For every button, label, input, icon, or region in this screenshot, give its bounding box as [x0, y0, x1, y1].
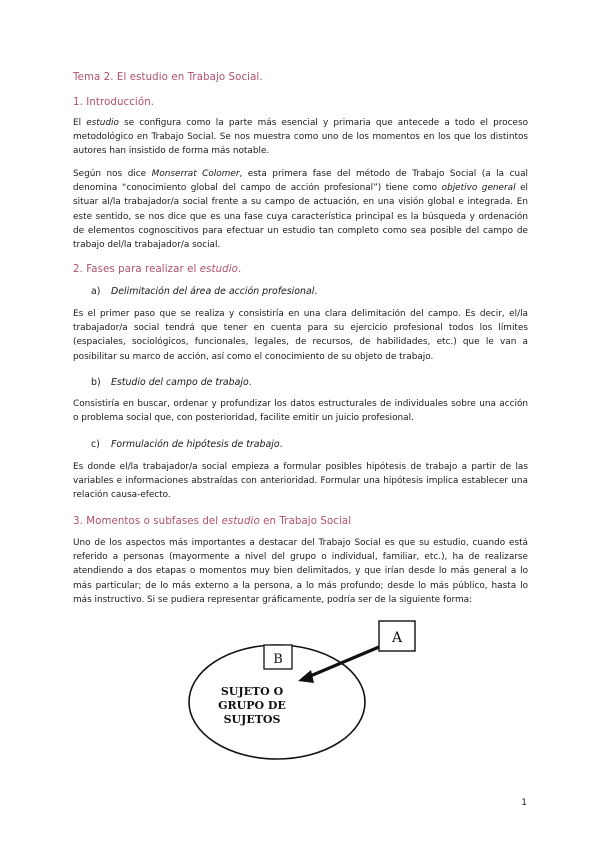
- section-2-heading: 2. Fases para realizar el estudio.: [73, 264, 242, 275]
- phase-a-heading: a) Delimitación del área de acción profesional.: [91, 286, 318, 297]
- section-1-heading: 1. Introducción.: [73, 97, 155, 108]
- circle-label-line-1: SUJETO O: [220, 685, 284, 698]
- document-title: Tema 2. El estudio en Trabajo Social.: [73, 72, 263, 83]
- phase-b-text: Consistiría en buscar, ordenar y profundizar los datos estructurales de individuales sobre una acción o problema social que, con posterioridad, facilite emitir un juicio profesional.: [73, 399, 528, 424]
- arrow-head-icon: [298, 670, 314, 683]
- section-3-text: Uno de los aspectos más importantes a destacar del Trabajo Social es que su estudio, cuando está referido a personas (mayormente a nivel del grupo o individual, familiar, etc.), ha de realizarse atendiendo a dos etapas o momentos muy bien delimitados, y que irían desde lo más general a lo más particular; de lo más externo a la persona, a lo más profundo; desde lo más público, hasta lo más instructivo. Si se pudiera representar gráficamente, podría ser de la siguiente forma:: [73, 538, 528, 605]
- box-a-label: A: [391, 630, 403, 646]
- section-3-heading: 3. Momentos o subfases del estudio en Trabajo Social: [73, 516, 352, 527]
- circle-label-line-2: GRUPO DE: [218, 699, 286, 712]
- intro-paragraph-2: Según nos dice Monserrat Colomer, esta primera fase del método de Trabajo Social (a la cual denomina “conocimiento global del campo de acción profesional”) tiene como objetivo general el situar al/la trabajador/a social frente a su campo de actuación, en una visión global e integrada. En este sentido, se nos dice que es una fase cuya característica principal es la búsqueda y ordenación de elementos cognoscitivos para efectuar un estudio tan completo como sea posible del campo de trabajo del/la trabajador/a social.: [73, 169, 529, 251]
- page-number: 1: [521, 798, 527, 808]
- phase-a-text: Es el primer paso que se realiza y consistiría en una clara delimitación del campo. Es decir, el/la trabajador/a social tendrá que tener en cuenta para su ejercicio profesional todos los límites (espaciales, sociológicos, funcionales, legales, de recursos, de habilidades, etc.) que le van a posibilitar su marco de acción, así como el conocimiento de su objeto de trabajo.: [73, 309, 528, 362]
- phase-c-text: Es donde el/la trabajador/a social empieza a formular posibles hipótesis de trabajo a partir de las variables e informaciones abstraídas con anterioridad. Formular una hipótesis implica establecer una relación causa-efecto.: [73, 462, 528, 501]
- circle-label-line-3: SUJETOS: [223, 713, 281, 726]
- subject-diagram: [180, 615, 430, 765]
- box-b-label: B: [273, 652, 283, 667]
- phase-c-heading: c) Formulación de hipótesis de trabajo.: [91, 439, 283, 450]
- phase-b-heading: b) Estudio del campo de trabajo.: [91, 377, 252, 388]
- intro-paragraph-1: El estudio se configura como la parte más esencial y primaria que antecede a todo el proceso metodológico en Trabajo Social. Se nos muestra como uno de los momentos en los que los distintos autores han insistido de forma más notable.: [73, 118, 528, 157]
